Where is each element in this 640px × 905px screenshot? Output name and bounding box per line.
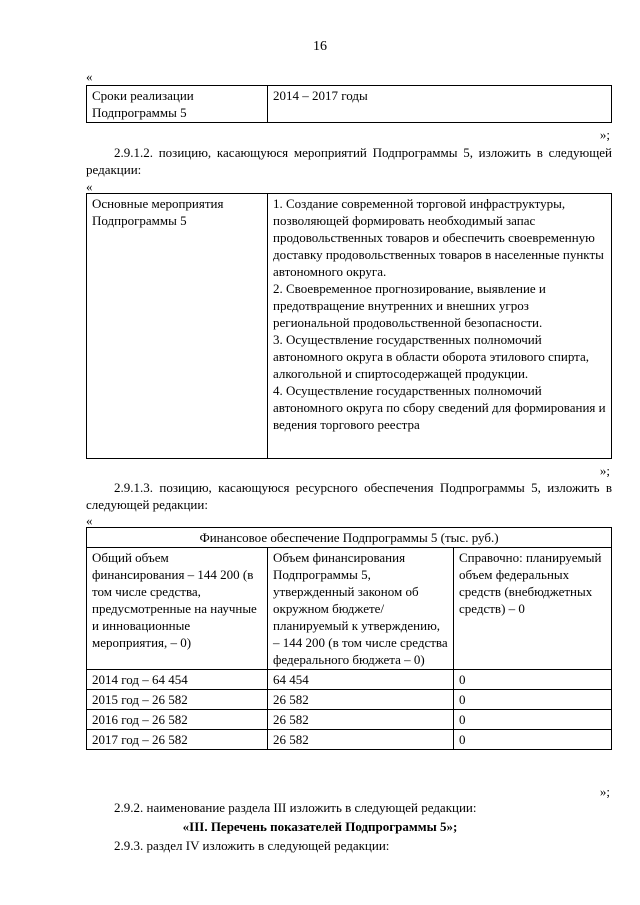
table-cell: 2014 год – 64 454 — [87, 670, 268, 690]
table-cell: 0 — [454, 690, 612, 710]
table-cell: 2016 год – 26 582 — [87, 710, 268, 730]
paragraph-2-9-1-2: 2.9.1.2. позицию, касающуюся мероприятий Подпрограммы 5, изложить в следующей редакции: — [86, 145, 612, 177]
page-number: 16 — [313, 39, 327, 54]
table-row — [87, 730, 612, 750]
table-financing-header: Объем финансирования Подпрограммы 5, утвержденный законом об окружном бюджете/ планируемый к утверждению, – 144 200 (в том числе средства федерального бюджета – 0) — [268, 548, 454, 670]
table-cell: 0 — [454, 670, 612, 690]
table-financing — [86, 527, 612, 750]
quote-close: »; — [599, 127, 610, 142]
activity-item: 1. Создание современной торговой инфраструктуры, позволяющей формировать необходимый запас продовольственных товаров и обеспечить своевременную доставку продовольственных товаров в населенные пункты автономного округа. — [273, 196, 604, 279]
table-cell: 0 — [454, 710, 612, 730]
section-heading: «III. Перечень показателей Подпрограммы 5»; — [182, 819, 458, 834]
table-cell: 26 582 — [268, 690, 454, 710]
quote-open: « — [86, 69, 93, 84]
activity-item: 2. Своевременное прогнозирование, выявление и предотвращение внутренних и внешних угроз региональной продовольственной безопасности. — [273, 281, 546, 330]
table-row — [87, 710, 612, 730]
table-financing-header: Общий объем финансирования – 144 200 (в том числе средства, предусмотренные на научные и инновационные мероприятия, – 0) — [87, 548, 268, 670]
table-financing-header: Справочно: планируемый объем федеральных средств (внебюджетных средств) – 0 — [454, 548, 612, 670]
table-cell: 2015 год – 26 582 — [87, 690, 268, 710]
table-row — [87, 690, 612, 710]
quote-close: »; — [599, 463, 610, 478]
table-financing-title: Финансовое обеспечение Подпрограммы 5 (тыс. руб.) — [87, 528, 612, 548]
table-activities — [86, 193, 612, 459]
table-row — [87, 670, 612, 690]
quote-open: « — [86, 179, 93, 194]
quote-close: »; — [599, 784, 610, 799]
table-cell: 2017 год – 26 582 — [87, 730, 268, 750]
paragraph-2-9-3: 2.9.3. раздел IV изложить в следующей редакции: — [114, 838, 390, 853]
table-cell: 0 — [454, 730, 612, 750]
table-cell: 26 582 — [268, 730, 454, 750]
table-period-value: 2014 – 2017 годы — [268, 86, 612, 123]
table-activities-label: Основные мероприятия Подпрограммы 5 — [87, 194, 268, 459]
table-cell: 26 582 — [268, 710, 454, 730]
activity-item: 3. Осуществление государственных полномочий автономного округа в области оборота этилового спирта, алкогольной и спиртосодержащей продукции. — [273, 332, 590, 381]
paragraph-2-9-1-3: 2.9.1.3. позицию, касающуюся ресурсного обеспечения Подпрограммы 5, изложить в следующей редакции: — [86, 480, 612, 512]
table-period-label: Сроки реализации Подпрограммы 5 — [87, 86, 268, 123]
paragraph-2-9-2: 2.9.2. наименование раздела III изложить в следующей редакции: — [114, 800, 477, 815]
table-period — [86, 85, 612, 123]
activity-item: 4. Осуществление государственных полномочий автономного округа по сбору сведений для формирования и ведения торгового реестра — [273, 383, 606, 432]
table-cell: 64 454 — [268, 670, 454, 690]
table-activities-items — [268, 194, 612, 459]
quote-open: « — [86, 513, 93, 528]
